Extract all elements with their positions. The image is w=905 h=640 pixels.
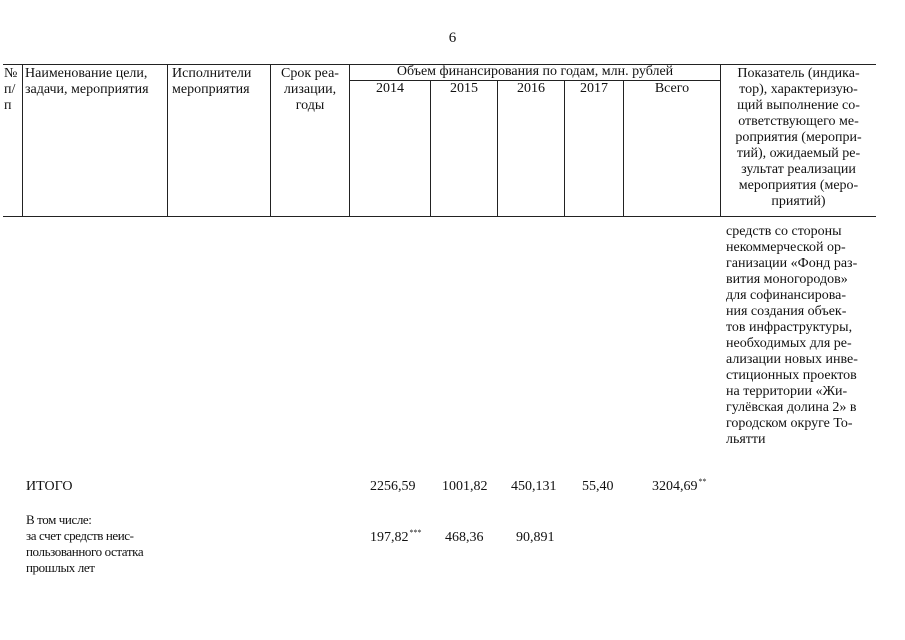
header-indicator-line6: тий), ожидаемый ре- [736, 146, 861, 161]
indicator-line: для софинансирова- [726, 288, 847, 303]
including-row-label [26, 512, 176, 576]
total-all-value: 3204,69 [652, 479, 698, 494]
total-all [652, 479, 707, 495]
header-year-2014: 2014 [376, 81, 404, 96]
indicator-line: стиционных проектов [726, 368, 857, 383]
header-total: Всего [654, 81, 690, 96]
indicator-line: средств со стороны [726, 224, 842, 239]
header-term-line2: лизации, [283, 82, 337, 97]
including-line: пользованного остатка [26, 544, 144, 559]
header-term [272, 66, 348, 114]
including-footnote-mark: *** [409, 528, 422, 537]
indicator-line: гулёвская долина 2» в [726, 400, 857, 415]
header-name-line1: Наименование цели, [25, 66, 148, 81]
col-divider-2 [167, 64, 168, 217]
indicator-line: городском округе То- [726, 416, 853, 431]
col-divider-1 [22, 64, 23, 217]
including-2016: 90,891 [516, 530, 555, 545]
header-number [4, 66, 22, 114]
including-2015: 468,36 [445, 530, 484, 545]
including-line: В том числе: [26, 512, 92, 527]
header-indicator [721, 66, 876, 210]
header-indicator-line1: Показатель (индика- [737, 66, 860, 81]
header-indicator-line2: тор), характеризую- [739, 82, 858, 97]
col-divider-7 [564, 80, 565, 217]
indicator-line: ния создания объек- [726, 304, 847, 319]
header-indicator-line3: щий выполнение со- [737, 98, 860, 113]
including-line: за счет средств неис- [26, 528, 134, 543]
total-2015: 1001,82 [442, 479, 488, 494]
header-indicator-line4: ответствующего ме- [738, 114, 859, 129]
including-2014-value: 197,82 [370, 530, 409, 545]
indicator-line: на территории «Жи- [726, 384, 848, 399]
header-executors [172, 66, 268, 98]
header-year-2017: 2017 [580, 81, 608, 96]
header-name-line2: задачи, мероприятия [25, 82, 149, 97]
indicator-line: вития моногородов» [726, 272, 848, 287]
col-divider-5 [430, 80, 431, 217]
total-2014: 2256,59 [370, 479, 416, 494]
header-term-line3: годы [295, 98, 325, 113]
page-number: 6 [448, 30, 457, 46]
indicator-line: ализации новых инве- [726, 352, 858, 367]
indicator-line: тов инфраструктуры, [726, 320, 853, 335]
including-line: прошлых лет [26, 560, 95, 575]
total-row-label: ИТОГО [26, 479, 73, 494]
indicator-continuation [726, 224, 878, 448]
header-indicator-line9: приятий) [771, 194, 826, 209]
col-divider-8 [623, 80, 624, 217]
header-indicator-line7: зультат реализации [741, 162, 856, 177]
total-2016: 450,131 [511, 479, 557, 494]
header-indicator-line5: роприятия (меропри- [735, 130, 862, 145]
indicator-line: ганизации «Фонд раз- [726, 256, 858, 271]
header-year-2015: 2015 [450, 81, 478, 96]
header-number-line1: № [4, 66, 18, 81]
header-term-line1: Срок реа- [281, 66, 339, 81]
header-number-line2: п/п [4, 82, 16, 113]
header-executors-line2: мероприятия [172, 82, 250, 97]
total-2017: 55,40 [582, 479, 614, 494]
indicator-line: льятти [726, 432, 766, 447]
header-indicator-line8: мероприятия (меро- [738, 178, 859, 193]
header-funding-group: Объем финансирования по годам, млн. рублей [396, 64, 674, 79]
including-2014 [370, 530, 422, 546]
indicator-line: некоммерческой ор- [726, 240, 846, 255]
total-footnote-mark: ** [698, 477, 707, 486]
col-divider-6 [497, 80, 498, 217]
header-bottom-border [3, 216, 876, 217]
header-executors-line1: Исполнители [172, 66, 252, 81]
header-name [25, 66, 165, 98]
header-year-2016: 2016 [517, 81, 545, 96]
indicator-line: необходимых для ре- [726, 336, 852, 351]
col-divider-3 [270, 64, 271, 217]
